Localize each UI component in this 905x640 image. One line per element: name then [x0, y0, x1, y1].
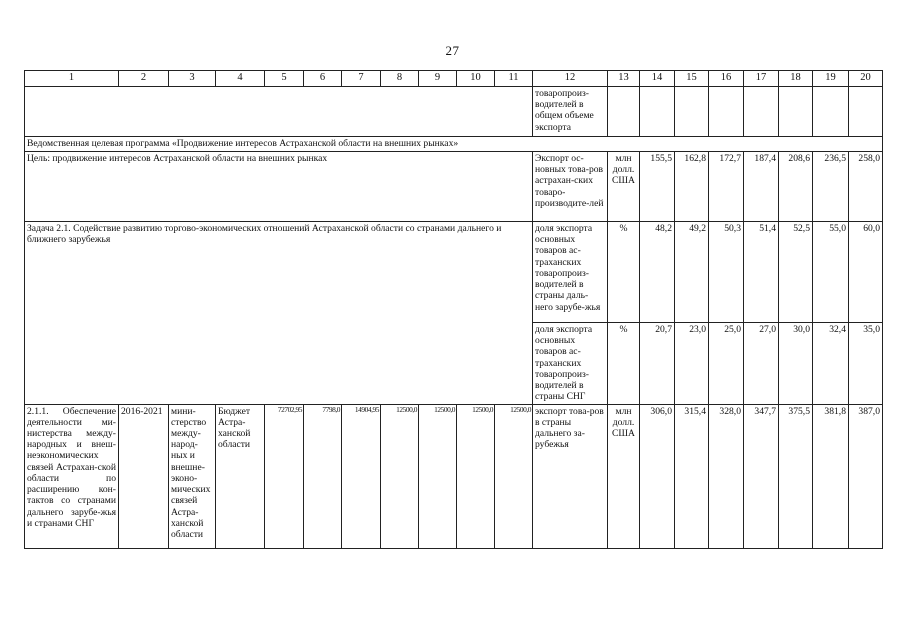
col-header: 13: [608, 71, 640, 87]
empty-cell: [675, 87, 709, 137]
empty-cell: [744, 87, 779, 137]
value-cell: 51,4: [744, 222, 779, 323]
unit-cell: %: [608, 222, 640, 323]
value-cell: 381,8: [813, 404, 849, 548]
value-cell: 187,4: [744, 152, 779, 222]
col-header: 8: [381, 71, 419, 87]
value-cell: 32,4: [813, 323, 849, 405]
unit-cell: млн долл. США: [608, 404, 640, 548]
col-header: 1: [25, 71, 119, 87]
empty-cell: [640, 87, 675, 137]
empty-cell: [849, 87, 883, 137]
col-header: 2: [119, 71, 169, 87]
page-number: 27: [445, 43, 460, 58]
value-cell: 162,8: [675, 152, 709, 222]
value-cell: 23,0: [675, 323, 709, 405]
col-header: 16: [709, 71, 744, 87]
col-header: 7: [342, 71, 381, 87]
value-cell: 20,7: [640, 323, 675, 405]
task-text: Задача 2.1. Содействие развитию торгово-экономических отношений Астраханской области со странами дальнего и ближнего зарубежья: [25, 222, 533, 405]
value-cell: 49,2: [675, 222, 709, 323]
indicator-cell: Экспорт ос-новных това-ров астрахан-ских товаро-производите-лей: [533, 152, 608, 222]
indicator-cell: экспорт това-ров в страны дальнего за-рубежья: [533, 404, 608, 548]
col-header: 12: [533, 71, 608, 87]
col-header: 4: [216, 71, 265, 87]
executor-cell: мини-стерство между-народ-ных и внешне-эконо-мических связей Астра-ханской области: [169, 404, 216, 548]
value-cell: 208,6: [779, 152, 813, 222]
header-row: [25, 71, 883, 87]
col-header: 6: [304, 71, 342, 87]
unit-cell: %: [608, 323, 640, 405]
value-cell: 375,5: [779, 404, 813, 548]
col-header: 11: [495, 71, 533, 87]
col-header: 3: [169, 71, 216, 87]
task-row: [25, 222, 883, 323]
activity-row: [25, 404, 883, 548]
value-cell: 48,2: [640, 222, 675, 323]
funding-cell: 12500,0: [495, 404, 533, 548]
activity-name: 2.1.1. Обеспечение деятельности ми-нистерства между-народных и внеш-неэкономических связей Астрахан-ской области по расширению кон-тактов со странами дальнего зарубе-жья и странами СНГ: [25, 404, 119, 548]
empty-cell: [25, 87, 533, 137]
value-cell: 387,0: [849, 404, 883, 548]
funding-cell: 72702,95: [265, 404, 304, 548]
continuation-row: [25, 87, 883, 137]
value-cell: 60,0: [849, 222, 883, 323]
empty-cell: [813, 87, 849, 137]
value-cell: 30,0: [779, 323, 813, 405]
empty-cell: [709, 87, 744, 137]
indicator-cell: доля экспорта основных товаров ас-траханских товаропроиз-водителей в страны СНГ: [533, 323, 608, 405]
value-cell: 50,3: [709, 222, 744, 323]
col-header: 18: [779, 71, 813, 87]
value-cell: 172,7: [709, 152, 744, 222]
col-header: 15: [675, 71, 709, 87]
funding-cell: 12500,0: [457, 404, 495, 548]
period-cell: 2016-2021: [119, 404, 169, 548]
value-cell: 328,0: [709, 404, 744, 548]
unit-cell: млн долл. США: [608, 152, 640, 222]
funding-cell: 12500,0: [381, 404, 419, 548]
value-cell: 52,5: [779, 222, 813, 323]
funding-cell: 12500,0: [419, 404, 457, 548]
value-cell: 306,0: [640, 404, 675, 548]
empty-cell: [608, 87, 640, 137]
source-cell: Бюджет Астра-ханской области: [216, 404, 265, 548]
value-cell: 236,5: [813, 152, 849, 222]
value-cell: 27,0: [744, 323, 779, 405]
goal-text: Цель: продвижение интересов Астраханской области на внешних рынках: [25, 152, 533, 222]
value-cell: 55,0: [813, 222, 849, 323]
col-header: 20: [849, 71, 883, 87]
value-cell: 155,5: [640, 152, 675, 222]
value-cell: 315,4: [675, 404, 709, 548]
program-table: [24, 70, 883, 549]
funding-cell: 14904,95: [342, 404, 381, 548]
goal-row: [25, 152, 883, 222]
program-title: Ведомственная целевая программа «Продвижение интересов Астраханской области на внешних рынках»: [25, 137, 883, 152]
indicator-cell: доля экспорта основных товаров ас-траханских товаропроиз-водителей в страны даль-него зарубе-жья: [533, 222, 608, 323]
empty-cell: [779, 87, 813, 137]
col-header: 10: [457, 71, 495, 87]
value-cell: 35,0: [849, 323, 883, 405]
col-header: 14: [640, 71, 675, 87]
col-header: 9: [419, 71, 457, 87]
col-header: 5: [265, 71, 304, 87]
program-title-row: [25, 137, 883, 152]
value-cell: 347,7: [744, 404, 779, 548]
col-header: 17: [744, 71, 779, 87]
value-cell: 25,0: [709, 323, 744, 405]
col-header: 19: [813, 71, 849, 87]
funding-cell: 7798,0: [304, 404, 342, 548]
value-cell: 258,0: [849, 152, 883, 222]
indicator-cell: товаропроиз-водителей в общем объеме экспорта: [533, 87, 608, 137]
